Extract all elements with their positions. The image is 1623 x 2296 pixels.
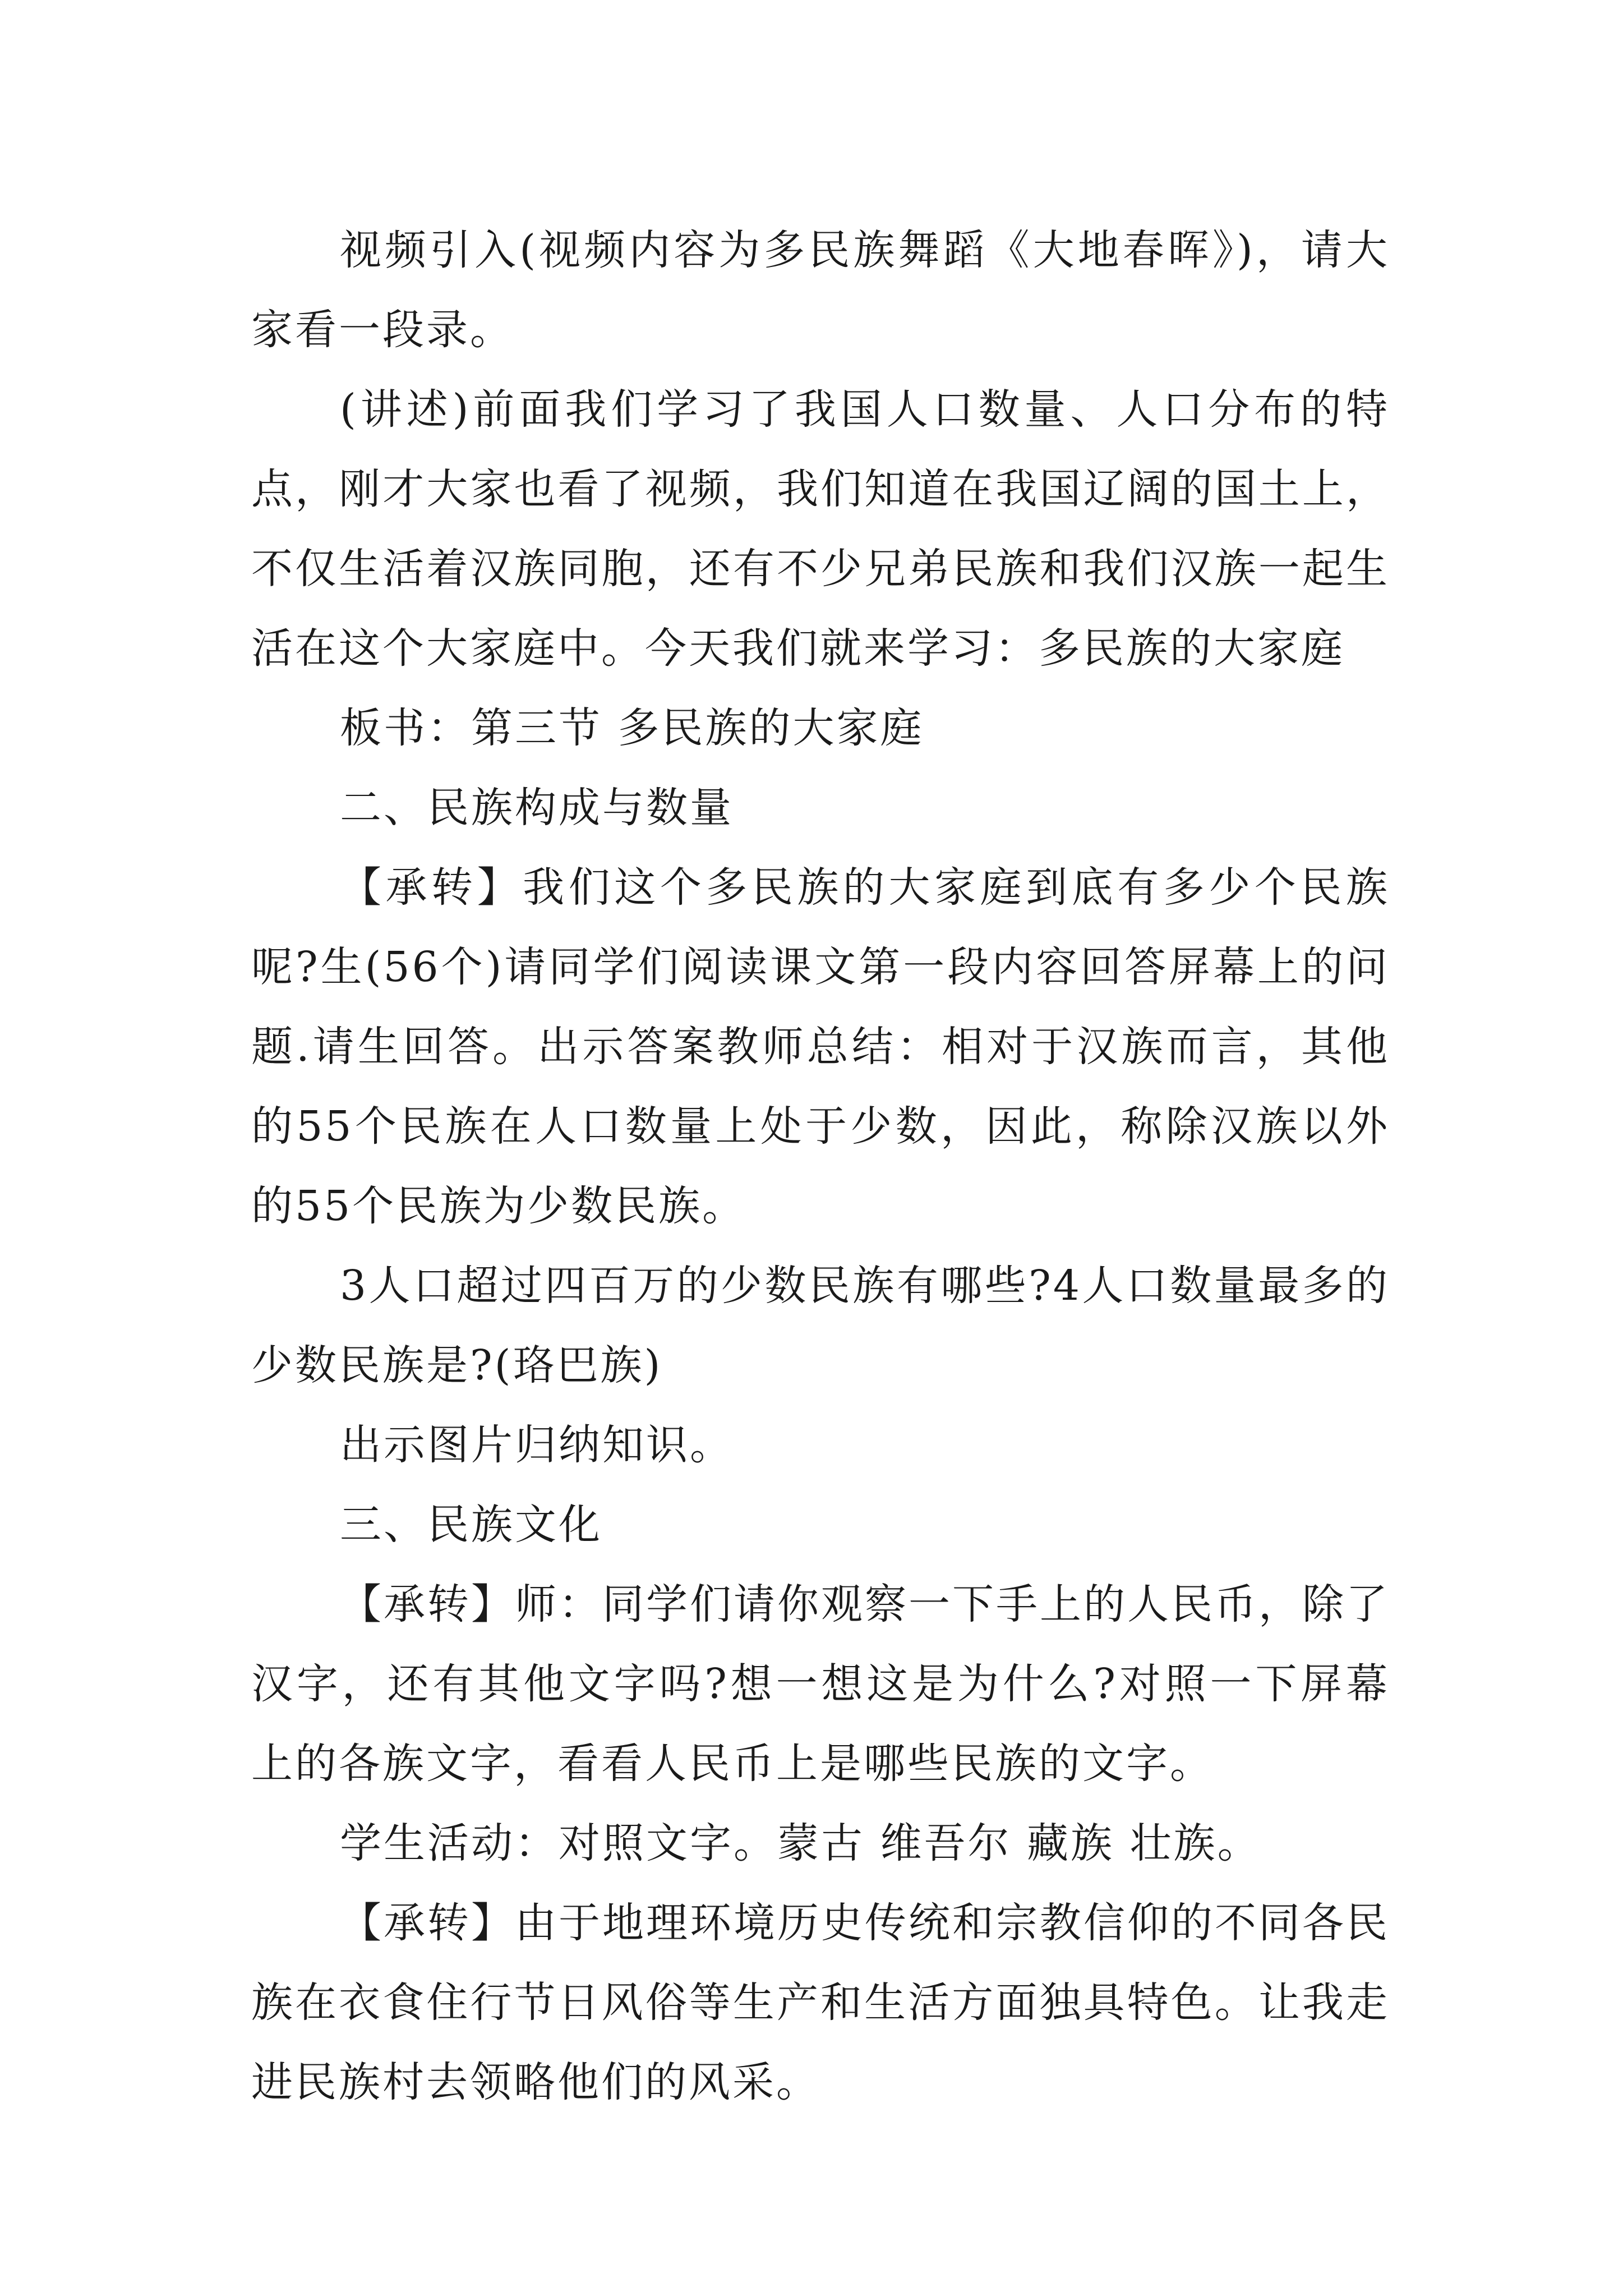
paragraph-video-intro: 视频引入(视频内容为多民族舞蹈《大地春晖》)，请大家看一段录。 (251, 226, 1390, 354)
paragraph-transition-1: 【承转】我们这个多民族的大家庭到底有多少个民族呢?生(56个)请同学们阅读课文第一段内容回答屏幕上的问题.请生回答。出示答案教师总结：相对于汉族而言，其他的55个民族在人口数量上处于少数，因此，称除汉族以外的55个民族为少数民族。 (251, 863, 1390, 1230)
section-heading-ethnic-composition: 二、民族构成与数量 (340, 784, 734, 832)
paragraph-transition-3: 【承转】由于地理环境历史传统和宗教信仰的不同各民族在衣食住行节日风俗等生产和生活方面独具特色。让我走进民族村去领略他们的风采。 (251, 1899, 1390, 2106)
paragraph-questions: 3人口超过四百万的少数民族有哪些?4人口数量最多的少数民族是?(珞巴族) (251, 1262, 1390, 1389)
paragraph-student-activity: 学生活动：对照文字。蒙古 维吾尔 藏族 壮族。 (340, 1819, 1261, 1867)
paragraph-narration: (讲述)前面我们学习了我国人口数量、人口分布的特点，刚才大家也看了视频，我们知道在我国辽阔的国土上，不仅生活着汉族同胞，还有不少兄弟民族和我们汉族一起生活在这个大家庭中。今天我们就来学习：多民族的大家庭 (251, 385, 1390, 673)
section-heading-ethnic-culture: 三、民族文化 (340, 1501, 602, 1549)
paragraph-transition-2: 【承转】师：同学们请你观察一下手上的人民币，除了汉字，还有其他文字吗?想一想这是为什么?对照一下屏幕上的各族文字，看看人民币上是哪些民族的文字。 (251, 1580, 1390, 1788)
paragraph-show-images: 出示图片归纳知识。 (340, 1421, 734, 1469)
document-body (251, 210, 1390, 2122)
paragraph-blackboard: 板书：第三节 多民族的大家庭 (340, 704, 924, 752)
